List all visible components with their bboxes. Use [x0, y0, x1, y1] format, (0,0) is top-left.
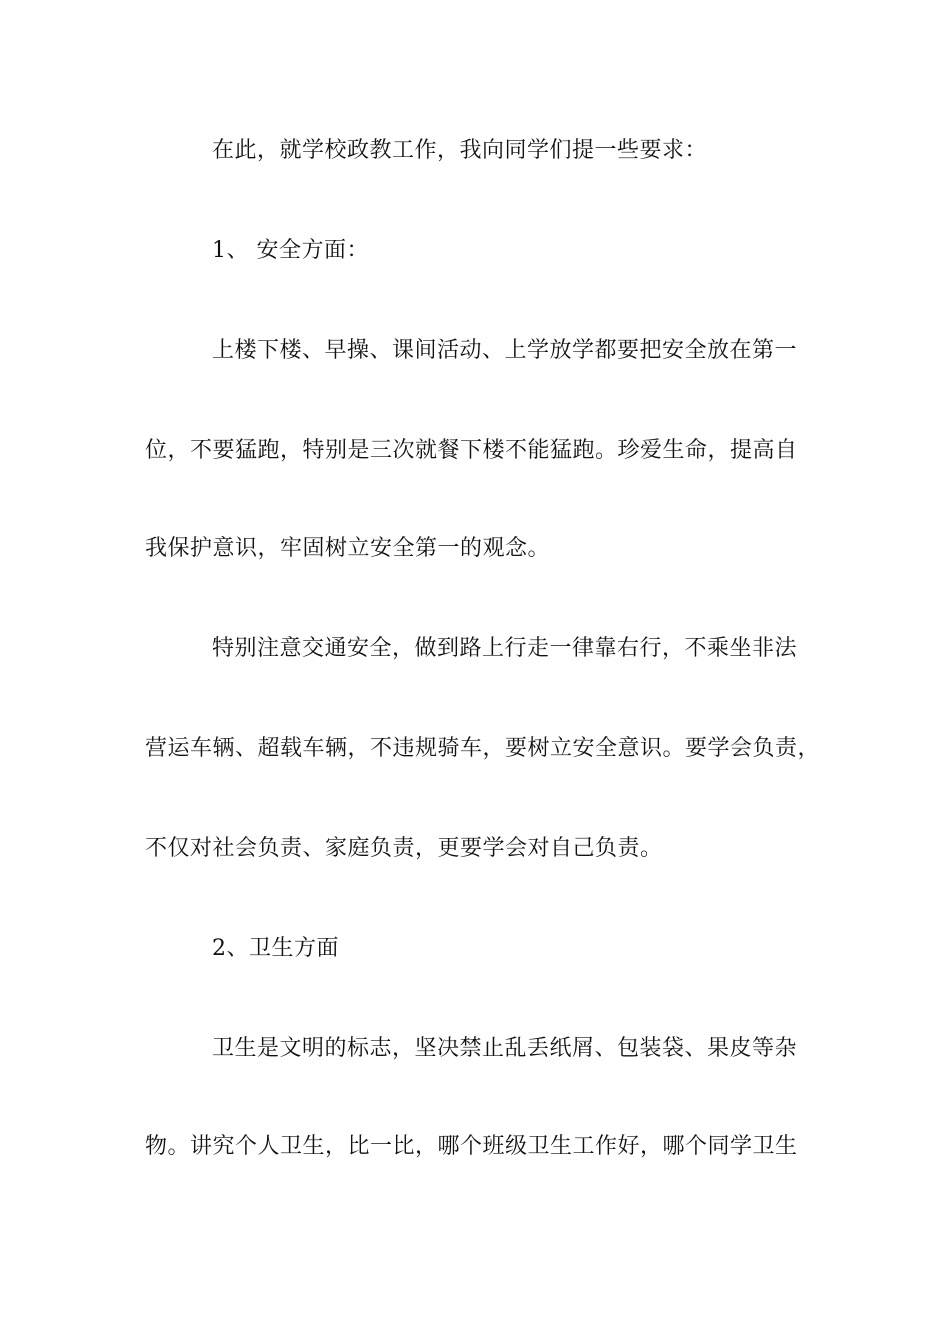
- safety-paragraph-1-line-3: 我保护意识，牢固树立安全第一的观念。: [145, 536, 551, 561]
- safety-paragraph-2-line-3: 不仅对社会负责、家庭负责，更要学会对自己负责。: [145, 836, 663, 861]
- safety-paragraph-1-line-2: 位，不要猛跑，特别是三次就餐下楼不能猛跑。珍爱生命，提高自: [145, 438, 798, 463]
- safety-paragraph-2-line-1: 特别注意交通安全，做到路上行走一律靠右行，不乘坐非法: [212, 636, 798, 661]
- safety-paragraph-2-line-2: 营运车辆、超载车辆，不违规骑车，要树立安全意识。要学会负责，: [145, 736, 821, 761]
- section-heading-hygiene: 2、卫生方面: [212, 936, 339, 961]
- hygiene-paragraph-line-2: 物。讲究个人卫生，比一比，哪个班级卫生工作好，哪个同学卫生: [145, 1134, 798, 1159]
- section-heading-safety: 1、 安全方面：: [212, 238, 369, 263]
- safety-paragraph-1-line-1: 上楼下楼、早操、课间活动、上学放学都要把安全放在第一: [212, 338, 798, 363]
- hygiene-paragraph-line-1: 卫生是文明的标志，坚决禁止乱丢纸屑、包装袋、果皮等杂: [212, 1036, 798, 1061]
- intro-paragraph: 在此，就学校政教工作，我向同学们提一些要求：: [212, 138, 708, 163]
